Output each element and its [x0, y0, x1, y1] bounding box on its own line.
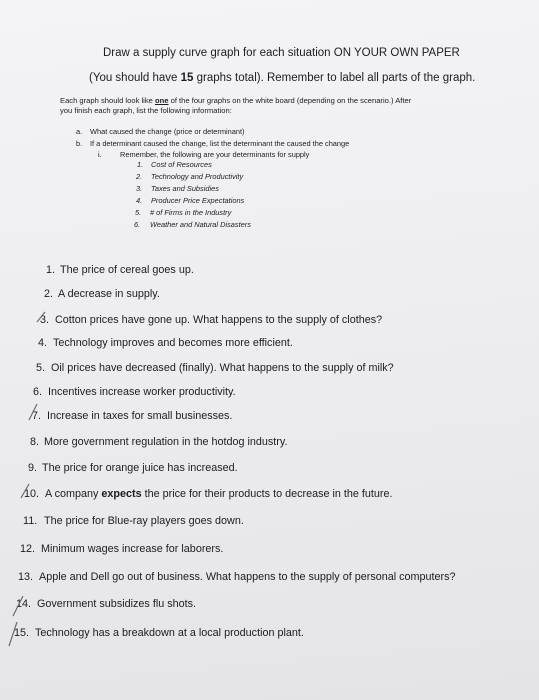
question-item: 3. Cotton prices have gone up. What happens to the supply of clothes? [40, 314, 383, 326]
question-item: 6. Incentives increase worker productivity. [33, 386, 236, 398]
question-item: 2. A decrease in supply. [44, 288, 160, 300]
pencil-check-mark [29, 404, 37, 420]
question-item: 13. Apple and Dell go out of business. What happens to the supply of personal computers? [18, 571, 456, 583]
info-item-a: a. What caused the change (price or determinant) [76, 127, 245, 136]
question-item: 7. Increase in taxes for small businesses. [32, 410, 233, 422]
info-item-b: b. If a determinant caused the change, list the determinant the caused the change [76, 139, 350, 148]
determinant-item: 2. Technology and Productivity [136, 172, 244, 181]
pencil-check-mark [21, 484, 29, 498]
question-item: 14. Government subsidizes flu shots. [16, 598, 197, 610]
pencil-check-mark [9, 622, 17, 646]
question-item: 9. The price for orange juice has increased. [28, 462, 238, 474]
question-item: 12. Minimum wages increase for laborers. [20, 543, 224, 555]
determinant-item: 4. Producer Price Expectations [136, 196, 245, 205]
pencil-check-mark [37, 312, 45, 322]
instructions-line-1: Each graph should look like one of the four graphs on the white board (depending on the scenario.) After [60, 96, 412, 105]
question-item: 1. The price of cereal goes up. [46, 264, 194, 276]
determinant-item: 6. Weather and Natural Disasters [134, 220, 251, 229]
determinant-item: 3. Taxes and Subsidies [136, 184, 219, 193]
determinant-item: 5. # of Firms in the Industry [135, 208, 232, 217]
header-line-2: (You should have 15 graphs total). Remember to label all parts of the graph. [89, 72, 476, 84]
subnote: i. Remember, the following are your determinants for supply [98, 150, 310, 159]
question-item: 8. More government regulation in the hotdog industry. [30, 436, 288, 448]
instructions-line-2: you finish each graph, list the following information: [60, 106, 232, 115]
question-item: 5. Oil prices have decreased (finally). What happens to the supply of milk? [36, 362, 394, 374]
question-item: 11. The price for Blue-ray players goes down. [23, 515, 244, 527]
determinant-item: 1. Cost of Resources [137, 160, 212, 169]
question-item: 4. Technology improves and becomes more efficient. [38, 337, 293, 349]
pencil-check-mark [13, 596, 23, 616]
question-item: 15. Technology has a breakdown at a local production plant. [14, 627, 304, 639]
question-item: 10. A company expects the price for their products to decrease in the future. [24, 488, 393, 500]
header-line-1: Draw a supply curve graph for each situation ON YOUR OWN PAPER [103, 47, 460, 59]
